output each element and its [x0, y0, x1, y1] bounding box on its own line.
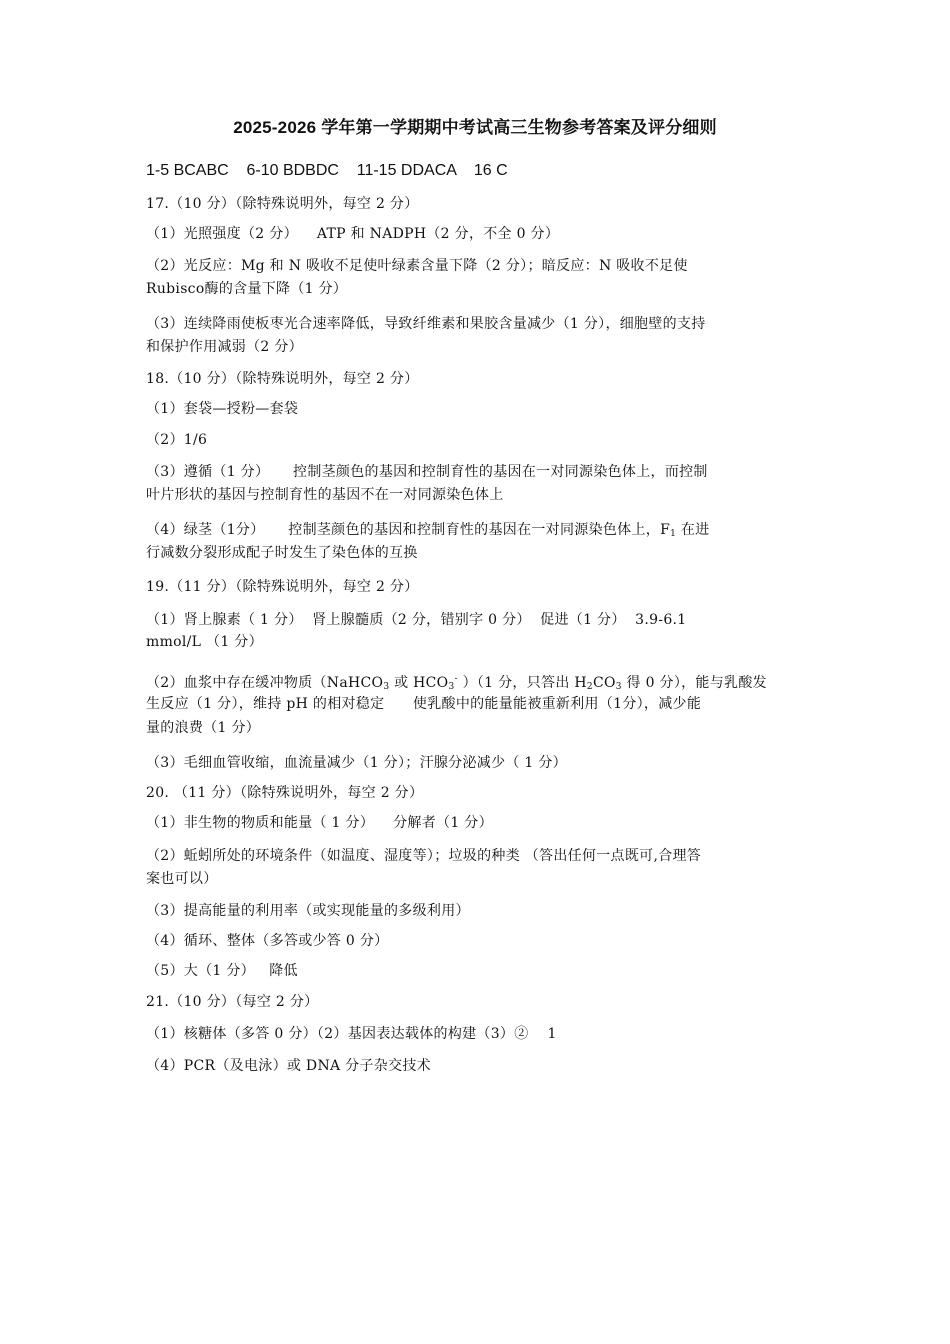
q20-answer-1: （1）非生物的物质和能量（ 1 分） 分解者（1 分）: [146, 815, 493, 831]
q18-answer-3-line-2: 叶片形状的基因与控制育性的基因不在一对同源染色体上: [146, 487, 504, 503]
q18-header: 18.（10 分）（除特殊说明外，每空 2 分）: [146, 371, 419, 387]
q19-answer-1-line-1: （1）肾上腺素（ 1 分） 肾上腺髓质（2 分，错别字 0 分） 促进（1 分） 3.9-6.1: [146, 612, 687, 628]
q20-answer-2-line-1: （2）蚯蚓所处的环境条件（如温度、湿度等）；垃圾的种类 （答出任何一点既可,合理答: [146, 848, 702, 864]
q20-answer-3: （3）提高能量的利用率（或实现能量的多级利用）: [146, 903, 470, 919]
q19-answer-2-line-2: 生反应（1 分），维持 pH 的相对稳定 使乳酸中的能量能被重新利用（1分），减少能: [146, 696, 702, 712]
q21-answer-4: （4）PCR（及电泳）或 DNA 分子杂交技术: [146, 1058, 431, 1074]
q19-header: 19.（11 分）（除特殊说明外，每空 2 分）: [146, 579, 419, 595]
q17-answer-3-line-2: 和保护作用减弱（2 分）: [146, 339, 303, 355]
q17-answer-2-line-2: Rubisco酶的含量下降（1 分）: [146, 281, 348, 297]
q20-answer-5: （5）大（1 分） 降低: [146, 963, 298, 979]
q18-answer-4-line-1: （4）绿茎（1分） 控制茎颜色的基因和控制育性的基因在一对同源染色体上，$F_1$ 在进: [146, 522, 710, 539]
q17-answer-3-line-1: （3）连续降雨使板枣光合速率降低，导致纤维素和果胶含量减少（1 分），细胞壁的支持: [146, 316, 706, 332]
q21-header: 21.（10 分）（每空 2 分）: [146, 994, 319, 1010]
q17-answer-2-line-1: （2）光反应：Mg 和 N 吸收不足使叶绿素含量下降（2 分）；暗反应：N 吸收不足使: [146, 258, 688, 274]
q17-header: 17.（10 分）（除特殊说明外，每空 2 分）: [146, 196, 419, 212]
q18-answer-1: （1）套袋—授粉—套袋: [146, 401, 299, 417]
q18-answer-3-line-1: （3）遵循（1 分） 控制茎颜色的基因和控制育性的基因在一对同源染色体上，而控制: [146, 464, 708, 480]
q19-answer-1-line-2: mmol/L （1 分）: [146, 634, 263, 650]
q19-answer-2-line-1: （2）血浆中存在缓冲物质（NaHCO$_3$ 或 $HCO_3^-$ ）（1 分，只答出 $H_2CO_3$ 得 0 分），能与乳酸发: [146, 674, 767, 692]
multiple-choice-answers: 1-5 BCABC 6-10 BDBDC 11-15 DDACA 16 C: [146, 162, 508, 179]
q20-header: 20. （11 分）（除特殊说明外，每空 2 分）: [146, 785, 424, 801]
q17-answer-1: （1）光照强度（2 分） ATP 和 NADPH（2 分，不全 0 分）: [146, 226, 560, 242]
q20-answer-2-line-2: 案也可以）: [146, 871, 218, 887]
q19-answer-3: （3）毛细血管收缩，血流量减少（1 分）；汗腺分泌减少（ 1 分）: [146, 755, 567, 771]
q18-answer-4-line-2: 行减数分裂形成配子时发生了染色体的互换: [146, 545, 418, 561]
q18-answer-2: （2）1/6: [146, 432, 208, 448]
q21-answer-1: （1）核糖体（多答 0 分）（2）基因表达载体的构建（3）② 1: [146, 1026, 557, 1042]
q20-answer-4: （4）循环、整体（多答或少答 0 分）: [146, 933, 389, 949]
q19-answer-2-line-3: 量的浪费（1 分）: [146, 720, 261, 736]
document-title: 2025-2026 学年第一学期期中考试高三生物参考答案及评分细则: [233, 118, 717, 137]
